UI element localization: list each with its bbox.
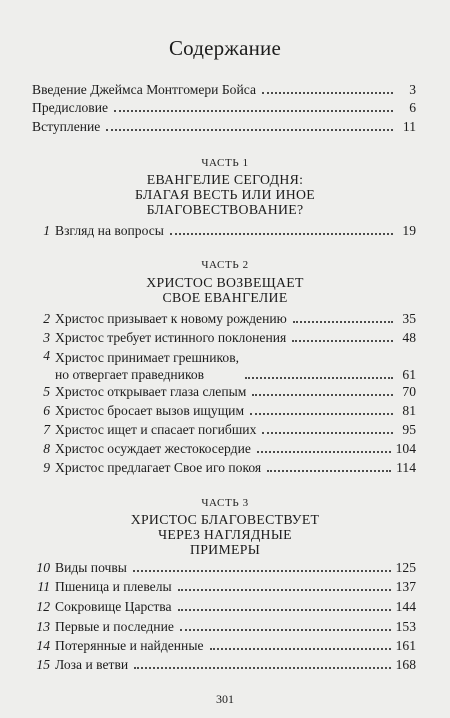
toc-chapter-entry [32, 577, 416, 595]
chapter-page: 70 [402, 384, 416, 399]
toc-chapter-entry [32, 420, 416, 438]
dot-leader [267, 470, 391, 472]
dot-leader [250, 413, 393, 415]
toc-chapter-entry [32, 655, 416, 673]
part-title-line: БЛАГАЯ ВЕСТЬ ИЛИ ИНОЕ [135, 187, 315, 202]
toc-chapter-entry [32, 382, 416, 400]
dot-leader [114, 110, 393, 112]
chapter-title: Христос открывает глаза слепым [55, 384, 247, 399]
chapter-number: 8 [43, 441, 50, 456]
toc-entry-label: Предисловие [32, 100, 109, 115]
chapter-page: 48 [402, 330, 416, 345]
part-label: ЧАСТЬ 2 [201, 259, 249, 271]
chapter-page: 35 [402, 311, 416, 326]
toc-chapter-entry [32, 597, 416, 615]
part-title-line: СВОЕ ЕВАНГЕЛИЕ [162, 290, 288, 305]
dot-leader [180, 629, 391, 631]
toc-entry-page: 3 [409, 82, 416, 97]
chapter-title: Взгляд на вопросы [55, 223, 164, 238]
chapter-number: 14 [36, 638, 50, 653]
chapter-title: Христос призывает к новому рождению [55, 311, 287, 326]
dot-leader [210, 648, 391, 650]
part-label: ЧАСТЬ 3 [201, 497, 249, 509]
chapter-number: 2 [43, 311, 50, 326]
chapter-number: 6 [43, 403, 50, 418]
toc-entry-page: 6 [409, 100, 416, 115]
chapter-number: 5 [43, 384, 50, 399]
toc-entry-page: 11 [402, 119, 416, 134]
chapter-number: 4 [43, 348, 50, 363]
chapter-number: 12 [36, 599, 50, 614]
chapter-title: Христос предлагает Свое иго покоя [55, 460, 262, 475]
chapter-title: Христос бросает вызов ищущим [55, 403, 245, 418]
chapter-page: 104 [395, 441, 416, 456]
toc-entry [32, 117, 416, 135]
part-title-line: ЕВАНГЕЛИЕ СЕГОДНЯ: [146, 172, 304, 187]
chapter-title: Первые и последние [55, 619, 174, 634]
chapter-number: 11 [37, 579, 50, 594]
dot-leader [292, 340, 393, 342]
dot-leader [245, 377, 393, 379]
part-title-line: ЧЕРЕЗ НАГЛЯДНЫЕ [158, 527, 292, 542]
chapter-title: Лоза и ветви [55, 657, 129, 672]
chapter-number: 10 [36, 560, 50, 575]
chapter-number: 7 [43, 422, 50, 437]
chapter-page: 137 [395, 579, 416, 594]
chapter-title-line: Христос принимает грешников, [55, 350, 240, 365]
toc-chapter-entry [32, 439, 416, 457]
toc-chapter-entry [32, 636, 416, 654]
chapter-title-line: но отвергает праведников [55, 367, 205, 382]
chapter-title: Виды почвы [55, 560, 127, 575]
toc-chapter-entry [32, 347, 416, 383]
part-title-line: ХРИСТОС ВОЗВЕЩАЕТ [146, 275, 304, 290]
chapter-number: 3 [43, 330, 50, 345]
chapter-title [55, 349, 239, 383]
chapter-title: Потерянные и найденные [55, 638, 204, 653]
dot-leader [293, 321, 393, 323]
chapter-page: 161 [395, 638, 416, 653]
toc-chapter-entry [32, 458, 416, 476]
toc-chapter-entry [32, 558, 416, 576]
chapter-page: 125 [395, 560, 416, 575]
toc-entry [32, 98, 416, 116]
chapter-page: 19 [402, 223, 416, 238]
toc-entry [32, 80, 416, 98]
dot-leader [262, 432, 393, 434]
chapter-title: Христос ищет и спасает погибших [55, 422, 257, 437]
toc-entry-label: Вступление [32, 119, 101, 134]
dot-leader [133, 570, 391, 572]
dot-leader [134, 667, 390, 669]
dot-leader [178, 609, 391, 611]
part-title-line: БЛАГОВЕСТВОВАНИЕ? [146, 202, 304, 217]
part-label: ЧАСТЬ 1 [201, 157, 249, 169]
page-title: Содержание [168, 36, 282, 60]
dot-leader [262, 92, 393, 94]
chapter-number: 15 [36, 657, 50, 672]
chapter-title: Христос требует истинного поклонения [55, 330, 287, 345]
chapter-number: 13 [36, 619, 50, 634]
chapter-page: 144 [395, 599, 416, 614]
part-title-line: ПРИМЕРЫ [189, 542, 261, 557]
chapter-number: 9 [43, 460, 50, 475]
toc-chapter-entry [32, 309, 416, 327]
dot-leader [257, 451, 391, 453]
toc-entry-label: Введение Джеймса Монтгомери Бойса [32, 82, 256, 97]
toc-chapter-entry [32, 328, 416, 346]
chapter-page: 61 [402, 367, 416, 382]
dot-leader [106, 129, 393, 131]
chapter-page: 81 [402, 403, 416, 418]
part-title-line: ХРИСТОС БЛАГОВЕСТВУЕТ [130, 512, 320, 527]
chapter-number: 1 [43, 223, 50, 238]
toc-chapter-entry [32, 401, 416, 419]
chapter-page: 168 [395, 657, 416, 672]
chapter-page: 114 [396, 460, 416, 475]
dot-leader [178, 589, 391, 591]
chapter-title: Сокровище Царства [55, 599, 172, 614]
page-number: 301 [216, 692, 234, 706]
toc-chapter-entry [32, 221, 416, 239]
chapter-page: 153 [395, 619, 416, 634]
chapter-page: 95 [402, 422, 416, 437]
chapter-title: Христос осуждает жестокосердие [55, 441, 251, 456]
dot-leader [252, 394, 393, 396]
toc-chapter-entry [32, 617, 416, 635]
chapter-title: Пшеница и плевелы [55, 579, 172, 594]
dot-leader [170, 233, 393, 235]
